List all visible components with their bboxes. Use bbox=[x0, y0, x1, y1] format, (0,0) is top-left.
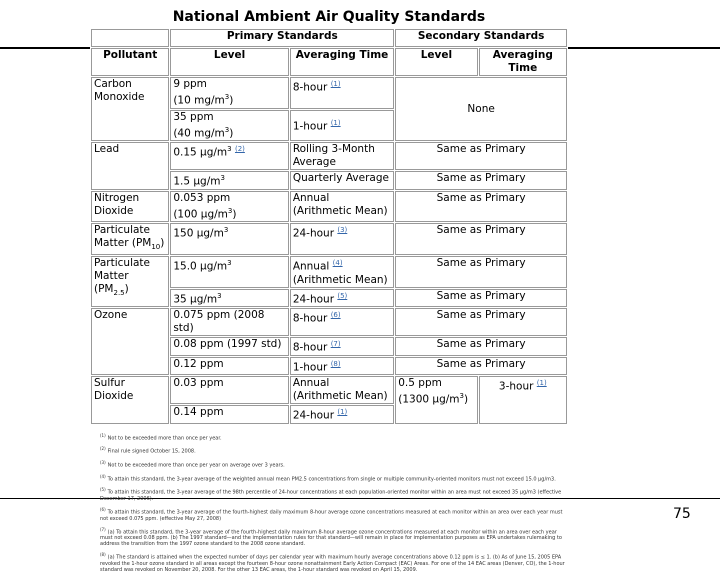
table-row bbox=[91, 191, 567, 223]
header-secondary-standards: Secondary Standards bbox=[395, 29, 567, 47]
footnote-link[interactable]: (3) bbox=[337, 226, 348, 234]
averaging-time-cell: 24-hour $^{(1)}$ bbox=[290, 405, 394, 424]
averaging-time-cell: 1-hour $^{(8)}$ bbox=[290, 357, 394, 376]
footnote-link[interactable]: (5) bbox=[337, 291, 348, 300]
secondary-cell: Same as Primary bbox=[395, 289, 567, 308]
footnote-link[interactable]: (2) bbox=[234, 145, 245, 153]
secondary-cell: Same as Primary bbox=[395, 142, 567, 170]
footnote-link[interactable]: (1) bbox=[330, 80, 341, 88]
footnote: $^{(5)}$To attain this standard, the 3-year average of the 98th percentile of 24-hour concentrations at each population-oriented monitor within an area must not exceed 35 µg/m3 (effective December 17, 2006). bbox=[100, 487, 562, 502]
level-cell: 0.12 ppm bbox=[170, 357, 288, 376]
pollutant-cell: Ozone bbox=[91, 308, 169, 375]
secondary-cell: Same as Primary bbox=[395, 357, 567, 376]
level-cell: 150 $\mu g/m^3$ bbox=[170, 223, 288, 255]
level-cell: 0.075 ppm (2008 std) bbox=[170, 308, 288, 336]
standards-table bbox=[90, 28, 568, 425]
pollutant-cell: Sulfur Dioxide bbox=[91, 376, 169, 424]
averaging-time-cell: Annual (Arithmetic Mean) bbox=[290, 376, 394, 404]
footnote-link[interactable]: (1) bbox=[337, 408, 348, 417]
pollutant-cell: Nitrogen Dioxide bbox=[91, 191, 169, 223]
averaging-time-cell: 24-hour $^{(3)}$ bbox=[290, 223, 394, 255]
table-row bbox=[91, 77, 567, 109]
footnote-link[interactable]: (8) bbox=[330, 359, 341, 368]
level-cell: 15.0 $\mu g/m^3$ bbox=[170, 256, 288, 288]
averaging-time-cell: Annual (Arithmetic Mean) bbox=[290, 191, 394, 223]
header-level: Level bbox=[170, 48, 288, 76]
averaging-time-cell: 1-hour $^{(1)}$ bbox=[290, 110, 394, 142]
footnote: $^{(6)}$To attain this standard, the 3-year average of the fourth-highest daily maximum 8-hour average ozone concentrations measured at each monitor within an area over each year must not exceed 0.075 ppm. (effective May 27, 2008) bbox=[100, 506, 563, 522]
level-cell: 35 ppm (40 $mg/m^3$) bbox=[170, 110, 288, 142]
secondary-cell: Same as Primary bbox=[395, 256, 567, 288]
averaging-time-cell: 24-hour $^{(5)}$ bbox=[290, 289, 394, 308]
secondary-cell: Same as Primary bbox=[395, 308, 567, 336]
table-row bbox=[91, 223, 567, 255]
secondary-cell: Same as Primary bbox=[395, 223, 567, 255]
header-blank bbox=[91, 29, 169, 47]
footnote-link[interactable]: (1) bbox=[536, 379, 547, 388]
header-row-1 bbox=[91, 29, 567, 47]
averaging-time-cell: Rolling 3-Month Average bbox=[290, 142, 394, 170]
header-pollutant: Pollutant bbox=[91, 48, 169, 76]
footnote-link[interactable]: (4) bbox=[332, 259, 343, 268]
title-rule-right bbox=[566, 47, 720, 49]
table-row bbox=[91, 308, 567, 336]
level-cell: 0.03 ppm bbox=[170, 376, 288, 404]
pollutant-cell: Particulate Matter $(PM_{2.5})$ bbox=[91, 256, 169, 307]
header-primary-standards: Primary Standards bbox=[170, 29, 394, 47]
table-row bbox=[91, 142, 567, 170]
level-cell: 0.14 ppm bbox=[170, 405, 288, 424]
footnotes bbox=[90, 433, 568, 573]
footnote: $^{(1)}$Not to be exceeded more than once per year. bbox=[100, 432, 222, 442]
secondary-level-cell: 0.5 ppm (1300 $\mu g/m^3$) bbox=[395, 376, 477, 424]
header-secondary-level: Level bbox=[395, 48, 477, 76]
level-cell: 0.053 ppm (100 $\mu g/m^3$) bbox=[170, 191, 288, 223]
averaging-time-cell: Quarterly Average bbox=[290, 171, 394, 190]
averaging-time-cell: 8-hour $^{(1)}$ bbox=[290, 77, 394, 109]
footnote-link[interactable]: (1) bbox=[330, 119, 341, 127]
secondary-cell: Same as Primary bbox=[395, 191, 567, 223]
header-averaging-time: Averaging Time bbox=[290, 48, 394, 76]
table-row bbox=[91, 256, 567, 288]
slide-number: 75 bbox=[673, 506, 691, 522]
level-cell: 35 $\mu g/m^3$ bbox=[170, 289, 288, 308]
footnote: $^{(2)}$Final rule signed October 15, 2008. bbox=[100, 446, 196, 455]
level-cell: 0.08 ppm (1997 std) bbox=[170, 337, 288, 356]
footnote: $^{(8)}$(a) The standard is attained when the expected number of days per calendar year with maximum hourly average concentrations above 0.12 ppm is ≤ 1. (b) As of June 15, 2005 EPA revoked the 1-hour ozone standard in all areas except the fourteen 8-hour ozone nonattainment Early Action Compact (EAC) Areas. For one of the 14 EAC areas (Denver, CO), the 1-hour standard was revoked on November 20, 2008. For the other 13 EAC areas, the 1-hour standard was revoked on April 15, 2009. bbox=[100, 552, 565, 573]
pollutant-cell: Lead bbox=[91, 142, 169, 190]
averaging-time-cell: Annual $^{(4)}$ (Arithmetic Mean) bbox=[290, 256, 394, 288]
footnote: $^{(4)}$To attain this standard, the 3-year average of the weighted annual mean PM2.5 concentrations from single or multiple community-oriented monitors must not exceed 15.0 µg/m3. bbox=[100, 473, 556, 483]
header-row-2 bbox=[91, 48, 567, 76]
level-cell: 0.15 $\mu g/m^3$ $^{(2)}$ bbox=[170, 142, 288, 170]
secondary-cell: Same as Primary bbox=[395, 171, 567, 190]
averaging-time-cell: 8-hour $^{(6)}$ bbox=[290, 308, 394, 336]
level-cell: 9 ppm (10 $mg/m^3$) bbox=[170, 77, 288, 109]
secondary-cell: None bbox=[395, 77, 567, 141]
footnote-link[interactable]: (7) bbox=[330, 340, 341, 349]
naaqs-document bbox=[90, 4, 568, 573]
footnote: $^{(7)}$(a) To attain this standard, the 3-year average of the fourth-highest daily maximum 8-hour average ozone concentrations measured at each monitor within an area over each year must not exceed 0.08 ppm. (b) The 1997 standard—and the implementation rules for that standard—will remain in place for implementation purposes as EPA undertakes rulemaking to address the transition from the 1997 ozone standard to the 2008 ozone standard. bbox=[100, 526, 562, 548]
secondary-cell: Same as Primary bbox=[395, 337, 567, 356]
footnote-link[interactable]: (6) bbox=[330, 311, 341, 320]
header-secondary-averaging-time: Averaging Time bbox=[479, 48, 567, 76]
secondary-averaging-time-cell: 3-hour $^{(1)}$ bbox=[479, 376, 567, 424]
pollutant-cell: Particulate Matter $(PM_{10})$ bbox=[91, 223, 169, 255]
level-cell: 1.5 $\mu g/m^3$ bbox=[170, 171, 288, 190]
table-row bbox=[91, 376, 567, 404]
averaging-time-cell: 8-hour $^{(7)}$ bbox=[290, 337, 394, 356]
document-title: National Ambient Air Quality Standards bbox=[172, 9, 486, 25]
title-rule-left bbox=[0, 47, 92, 49]
pollutant-cell: Carbon Monoxide bbox=[91, 77, 169, 141]
footnote: $^{(3)}$Not to be exceeded more than once per year on average over 3 years. bbox=[100, 459, 285, 469]
